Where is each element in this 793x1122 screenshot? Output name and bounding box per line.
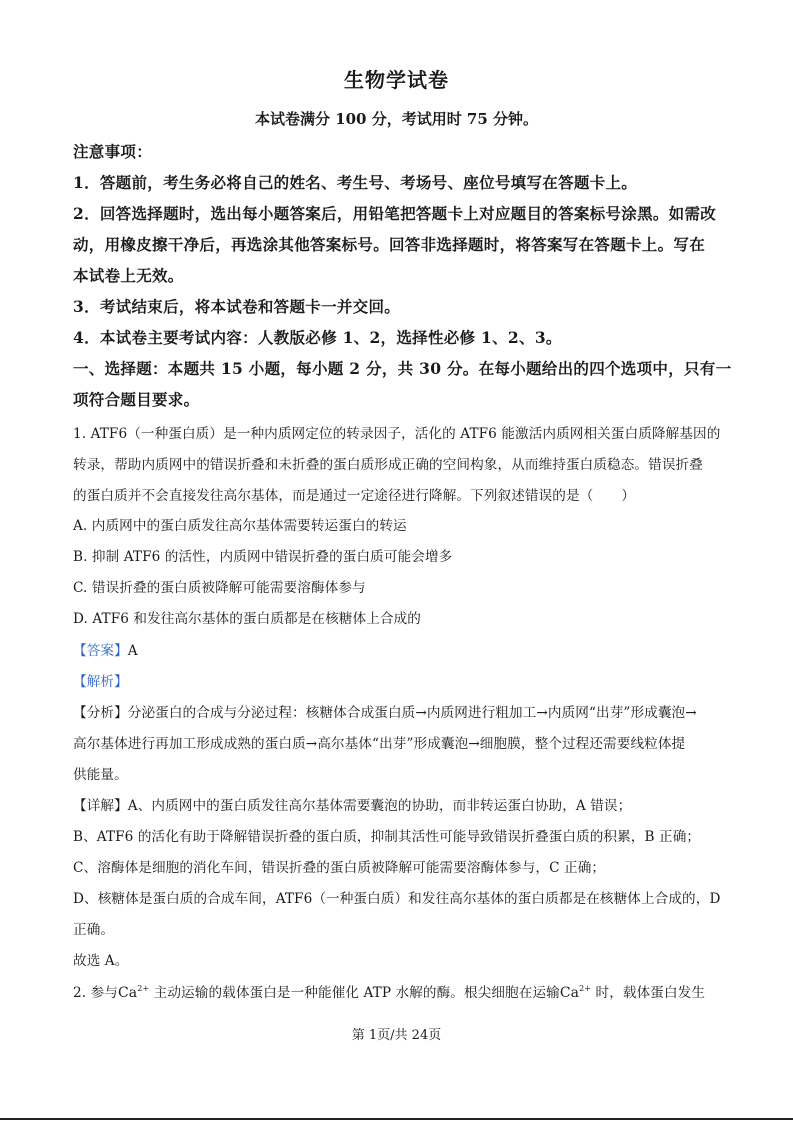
section-heading: 项符合题目要求。 <box>73 390 200 409</box>
calcium-ion: $Ca^{2+}$ <box>559 984 592 1001</box>
option-c: C. 错误折叠的蛋白质被降解可能需要溶酶体参与 <box>73 580 366 596</box>
notice-line: 动，用橡皮擦干净后，再选涂其他答案标号。回答非选择题时，将答案写在答题卡上。写在 <box>73 235 706 254</box>
notice-line: 1．答题前，考生务必将自己的姓名、考生号、考场号、座位号填写在答题卡上。 <box>73 173 638 192</box>
page-number: 第 1页/共 24页 <box>351 1028 442 1043</box>
xiangjie-line: C、溶酶体是细胞的消化车间，错误折叠的蛋白质被降解可能需要溶酶体参与，C 正确； <box>73 860 606 876</box>
xiangjie-line: B、ATF6 的活化有助于降解错误折叠的蛋白质，抑制其活性可能导致错误折叠蛋白质的积累，B 正确； <box>73 829 701 845</box>
fenxi-line: 【分析】分泌蛋白的合成与分泌过程：核糖体合成蛋白质→内质网进行粗加工→内质网“出芽”形成囊泡→ <box>73 705 697 721</box>
notice-line: 本试卷上无效。 <box>73 266 184 285</box>
fenxi-line: 供能量。 <box>73 767 128 783</box>
conclusion-line: 故选 A。 <box>73 953 129 969</box>
notice-line: 3．考试结束后，将本试卷和答题卡一并交回。 <box>73 297 401 316</box>
xiangjie-line: 【详解】A、内质网中的蛋白质发往高尔基体需要囊泡的协助，而非转运蛋白协助，A 错误； <box>73 798 632 814</box>
question-stem: 的蛋白质并不会直接发往高尔基体，而是通过一定途径进行降解。下列叙述错误的是（ ） <box>73 488 636 504</box>
fenxi-tag: 【分析】 <box>73 705 128 721</box>
answer-tag: 【答案】 <box>73 643 128 659</box>
xiangjie-line: 正确。 <box>73 922 115 938</box>
bottom-rule <box>0 1118 793 1120</box>
question-stem: 1. ATF6（一种蛋白质）是一种内质网定位的转录因子，活化的 ATF6 能激活内质网相关蛋白质降解基因的 <box>73 426 721 442</box>
option-b: B. 抑制 ATF6 的活性，内质网中错误折叠的蛋白质可能会增多 <box>73 549 453 565</box>
option-a: A. 内质网中的蛋白质发往高尔基体需要转运蛋白的转运 <box>73 518 407 534</box>
page-title: 生物学试卷 <box>344 68 449 92</box>
section-heading: 一、选择题：本题共 15 小题，每小题 2 分，共 30 分。在每小题给出的四个选项中，只有一 <box>73 359 732 378</box>
notice-line: 4．本试卷主要考试内容：人教版必修 1、2，选择性必修 1、2、3。 <box>73 328 562 347</box>
question-2-stem: 2. 参与$Ca^{2+}$ 主动运输的载体蛋白是一种能催化 ATP 水解的酶。根尖细胞在运输$Ca^{2+}$ 时，载体蛋白发生 <box>73 984 706 1001</box>
exam-info: 本试卷满分 100 分，考试用时 75 分钟。 <box>254 110 539 128</box>
notice-heading: 注意事项： <box>73 142 153 161</box>
calcium-ion: $Ca^{2+}$ <box>117 984 150 1001</box>
analysis-tag: 【解析】 <box>73 674 128 690</box>
answer-value: A <box>127 643 138 659</box>
question-stem: 转录，帮助内质网中的错误折叠和未折叠的蛋白质形成正确的空间构象，从而维持蛋白质稳态。错误折叠 <box>73 457 703 473</box>
option-d: D. ATF6 和发往高尔基体的蛋白质都是在核糖体上合成的 <box>73 611 421 627</box>
notice-line: 2．回答选择题时，选出每小题答案后，用铅笔把答题卡上对应题目的答案标号涂黑。如需改 <box>73 204 717 223</box>
answer-line <box>73 639 138 659</box>
fenxi-line: 高尔基体进行再加工形成成熟的蛋白质→高尔基体“出芽”形成囊泡→细胞膜，整个过程还需要线粒体提 <box>73 736 686 752</box>
xiangjie-tag: 【详解】 <box>73 798 128 814</box>
xiangjie-line: D、核糖体是蛋白质的合成车间，ATF6（一种蛋白质）和发往高尔基体的蛋白质都是在核糖体上合成的，D <box>73 891 721 907</box>
